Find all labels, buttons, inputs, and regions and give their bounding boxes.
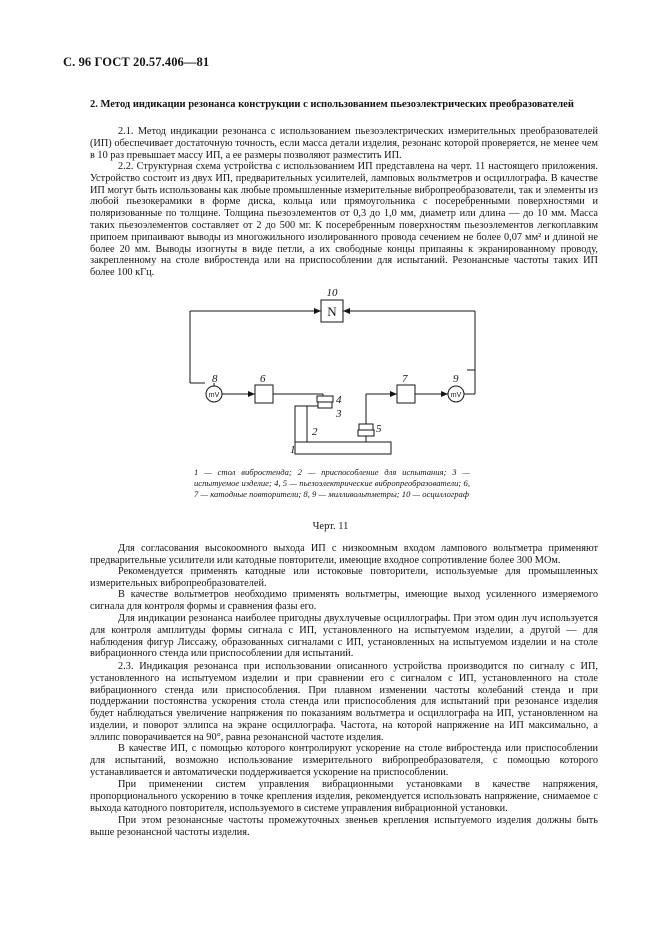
transducer-5 xyxy=(358,430,374,436)
label-4: 4 xyxy=(336,394,342,406)
page-header: С. 96 ГОСТ 20.57.406—81 xyxy=(63,55,210,69)
voltmeter-symbol-9: mV xyxy=(450,392,462,399)
paragraph-amplifiers: Для согласования высокоомного выхода ИП с низкоомным входом лампового вольтметра применяют предварительные усилители или катодные повторители, имеющие входное сопротивление более 300 МОм. xyxy=(90,543,598,566)
label-9: 9 xyxy=(453,373,459,385)
oscilloscope-symbol: N xyxy=(327,304,337,319)
label-5: 5 xyxy=(376,423,382,435)
vibration-table-1 xyxy=(295,442,391,454)
paragraph-oscilloscopes: Для индикации резонанса наиболее пригодны двухлучевые осциллографы. При этом один луч используется для контроля амплитуды формы сигнала с ИП, установленного на испытуемом изделии, а другой — для наблюдения фигур Лиссажу, образованных сигналами с ИП, установленных на испытуемом изделии и на столе вибрационного стенда или приспособлении для испытаний. xyxy=(90,613,598,660)
cathode-follower-7 xyxy=(397,385,415,403)
label-1: 1 xyxy=(290,444,296,456)
section-title: 2. Метод индикации резонанса конструкции с использованием пьезоэлектрических преобразователей xyxy=(90,99,574,110)
label-10: 10 xyxy=(326,287,338,299)
paragraph-2-1: 2.1. Метод индикации резонанса с использованием пьезоэлектрических измерительных преобразователей (ИП) обеспечивает достаточную точность, если масса детали изделия, резонанс которой проверяется, не менее чем в 10 раз превышает массу ИП, а ее размеры позволяют разместить ИП. xyxy=(90,126,598,161)
label-2: 2 xyxy=(312,426,318,438)
transducer-4 xyxy=(317,396,333,402)
figure-title: Черт. 11 xyxy=(312,521,349,532)
figure-caption: 1 — стол вибростенда; 2 — приспособление для испытания; 3 — испытуемое изделие; 4, 5 — пьезоэлектрические вибропреобразователи; 6, 7 — катодные повторители; 8, 9 — милливольтметры; 10 — осциллограф xyxy=(194,467,470,499)
paragraph-ip-control: В качестве ИП, с помощью которого контролируют ускорение на столе вибростенда или приспособлении для испытаний, возможно использование измерительного вибропреобразователя, с помощью которого устанавливается и автоматически поддерживается ускорение на приспособлении. xyxy=(90,743,598,778)
arrow-left-osc xyxy=(314,308,321,314)
cathode-follower-6 xyxy=(255,385,273,403)
paragraph-intermediate-links: При этом резонансные частоты промежуточных звеньев крепления испытуемого изделия должны быть выше резонансной частоты изделия. xyxy=(90,815,598,838)
label-7: 7 xyxy=(402,373,408,385)
paragraph-voltmeters: В качестве вольтметров необходимо применять вольтметры, имеющие выход усиленного измеряемого сигнала для контроля формы и сравнения фазы его. xyxy=(90,589,598,612)
paragraph-2-2: 2.2. Структурная схема устройства с использованием ИП представлена на черт. 11 настоящего приложения. Устройство состоит из двух ИП, предварительных усилителей, ламповых вольтметров и осциллографа. В качестве ИП могут быть использованы как любые промышленные измерительные вибропреобразователи, так и элементы из любой пьезокерамики в форме диска, кольца или прямоугольника с посеребренными поверхностями и поляризованные по толщине. Толщина пьезоэлементов от 0,3 до 1,0 мм, диаметр или длина — до 10 мм. Масса таких пьезоэлементов составляет от 2 до 500 мг. К посеребренным поверхностям пьезоэлементов легкоплавким припоем припаивают выводы из многожильного изолированного провода сечением не более 0,07 мм² и длиной не более 20 мм. Выводы изогнуты в виде петли, а их свободные концы припаяны к экранированному проводу, закрепленному на столе вибростенда или на приспособлении для испытаний. Резонансные частоты таких ИП более 100 кГц. xyxy=(90,161,598,279)
device-3 xyxy=(318,402,332,408)
voltmeter-symbol-8: mV xyxy=(208,392,220,399)
diagram-figure-11 xyxy=(178,286,498,468)
paragraph-followers: Рекомендуется применять катодные или истоковые повторители, используемые для промышленных измерительных вибропреобразователей. xyxy=(90,566,598,589)
label-8: 8 xyxy=(212,373,218,385)
label-3: 3 xyxy=(336,408,342,420)
arrow-right-osc xyxy=(343,308,350,314)
paragraph-2-3: 2.3. Индикация резонанса при использовании описанного устройства производится по сигналу с ИП, установленного на испытуемом изделии и при сравнении его с сигналом с ИП, установленного на столе вибрационного стенда или приспособления. При плавном изменении частоты колебаний стенда и при поддержании постоянства ускорения стола стенда или приспособления для испытаний при резонансе изделия будет наблюдаться увеличение напряжения по показаниям вольтметра и осциллографа на ИП, установленном на изделии, и поворот эллипса на экране осциллографа. Частота, на которой напряжение на ИП максимально, а эллипс поворачивается на 90°, равна резонансной частоте изделия. xyxy=(90,661,598,743)
paragraph-control-systems: При применении систем управления вибрационными установками в качестве напряжения, пропорционального ускорению в точке крепления изделия, рекомендуется использовать напряжение, снимаемое с выхода катодного повторителя, используемого в системе управления вибрационной установки. xyxy=(90,779,598,814)
fixture-2 xyxy=(295,406,307,442)
block-diagram xyxy=(178,286,498,468)
label-6: 6 xyxy=(260,373,266,385)
